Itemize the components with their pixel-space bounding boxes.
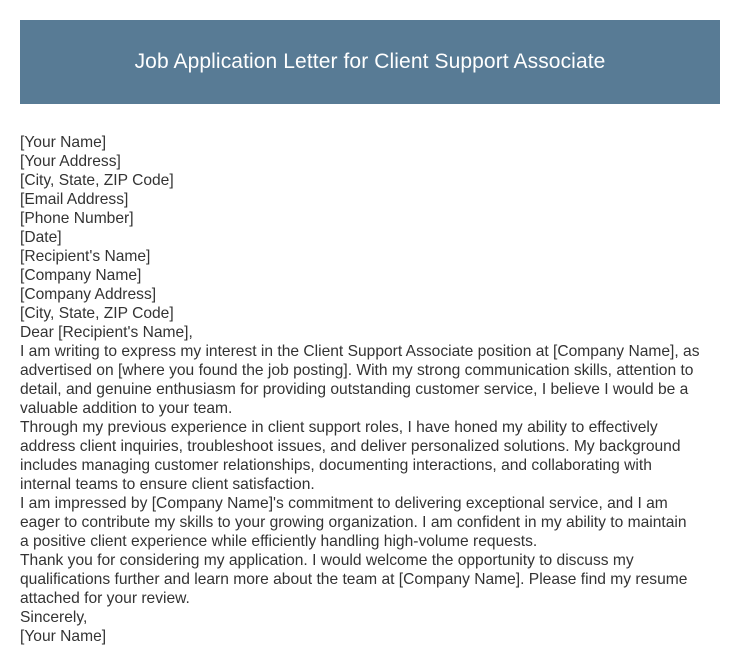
recipient-name: [Recipient's Name] xyxy=(20,248,151,265)
sender-name: [Your Name] xyxy=(20,134,107,151)
sender-email: [Email Address] xyxy=(20,191,129,208)
salutation: Dear [Recipient's Name], xyxy=(20,324,193,341)
paragraph-intro xyxy=(20,342,720,418)
paragraph-line: advertised on [where you found the job posting]. With my strong communication skills, attention to xyxy=(20,362,694,379)
paragraph-line: internal teams to ensure client satisfaction. xyxy=(20,476,315,493)
paragraph-line: Thank you for considering my application. I would welcome the opportunity to discuss my xyxy=(20,552,634,569)
paragraph-line: address client inquiries, troubleshoot issues, and deliver personalized solutions. My background xyxy=(20,438,681,455)
paragraph-line: includes managing customer relationships, documenting interactions, and collaborating with xyxy=(20,457,652,474)
recipient-city-state-zip: [City, State, ZIP Code] xyxy=(20,305,174,322)
sender-address: [Your Address] xyxy=(20,153,121,170)
paragraph-line: a positive client experience while efficiently handling high-volume requests. xyxy=(20,533,538,550)
paragraph-company xyxy=(20,494,720,551)
letter-body xyxy=(20,133,720,646)
paragraph-line: eager to contribute my skills to your growing organization. I am confident in my ability to maintain xyxy=(20,514,687,531)
letter-date: [Date] xyxy=(20,229,62,246)
paragraph-line: detail, and genuine enthusiasm for providing outstanding customer service, I believe I would be a xyxy=(20,381,689,398)
sender-city-state-zip: [City, State, ZIP Code] xyxy=(20,172,174,189)
page-header xyxy=(20,20,720,104)
recipient-company: [Company Name] xyxy=(20,267,142,284)
paragraph-experience xyxy=(20,418,720,494)
recipient-company-address: [Company Address] xyxy=(20,286,157,303)
sender-phone: [Phone Number] xyxy=(20,210,134,227)
paragraph-line: qualifications further and learn more about the team at [Company Name]. Please find my resume xyxy=(20,571,688,588)
page-title: Job Application Letter for Client Support Associate xyxy=(134,50,606,73)
paragraph-thanks xyxy=(20,551,720,608)
closing: Sincerely, xyxy=(20,609,88,626)
paragraph-line: Through my previous experience in client support roles, I have honed my ability to effectively xyxy=(20,419,658,436)
paragraph-line: I am writing to express my interest in the Client Support Associate position at [Company Name], as xyxy=(20,343,700,360)
paragraph-line: attached for your review. xyxy=(20,590,190,607)
paragraph-line: I am impressed by [Company Name]'s commitment to delivering exceptional service, and I am xyxy=(20,495,668,512)
signature: [Your Name] xyxy=(20,628,107,645)
paragraph-line: valuable addition to your team. xyxy=(20,400,233,417)
